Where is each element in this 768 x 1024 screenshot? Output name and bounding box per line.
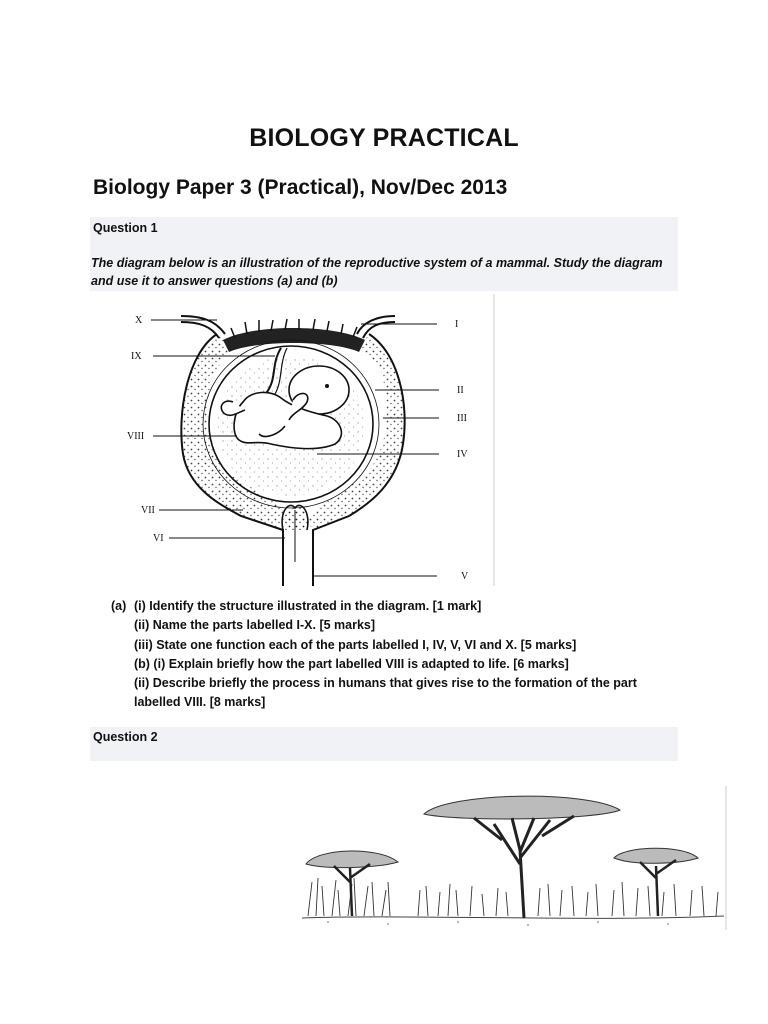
label-vi: VI [153,533,164,544]
question-2-label: Question 2 [93,730,158,744]
question-1-prompt: The diagram below is an illustration of the reproductive system of a mammal. Study the diagram and use it to answer questions (a) and (b) [91,256,663,288]
label-vii: VII [141,505,155,516]
question-1-label: Question 1 [93,221,158,235]
part-text: (i) Identify the structure illustrated in the diagram. [1 mark] [134,599,482,613]
label-x: X [135,315,143,326]
center-acacia-tree [424,796,620,918]
part-text: (iii) State one function each of the parts labelled I, IV, V, VI and X. [5 marks] [134,637,577,652]
page-title: BIOLOGY PRACTICAL [249,124,519,152]
right-acacia-tree [614,848,698,916]
label-ix: IX [131,351,142,362]
left-acacia-tree [306,851,398,916]
part-text: (ii) Name the parts labelled I-X. [5 marks] [134,618,376,633]
question-part-a-iii [111,636,681,655]
paper-subtitle: Biology Paper 3 (Practical), Nov/Dec 2013 [93,176,508,199]
part-lead: (a) [111,599,127,613]
question-2-band [90,727,678,761]
part-text: (b) (i) Explain briefly how the part labelled VIII is adapted to life. [6 marks] [134,656,569,671]
question-part-a-i [111,597,681,616]
label-ii: II [457,385,464,396]
question-part-b-ii [111,674,681,713]
label-i: I [455,319,459,330]
question-1-parts [111,597,681,713]
part-text: (ii) Describe briefly the process in humans that gives rise to the formation of the part labelled VIII. [8 marks] [134,676,637,710]
question-part-a-ii [111,616,681,635]
label-v: V [461,571,469,582]
label-viii: VIII [127,431,145,442]
label-iii: III [457,413,467,424]
question-part-b-i [111,655,681,674]
uterus-diagram [113,294,495,586]
label-iv: IV [457,449,468,460]
savanna-illustration [298,786,734,930]
